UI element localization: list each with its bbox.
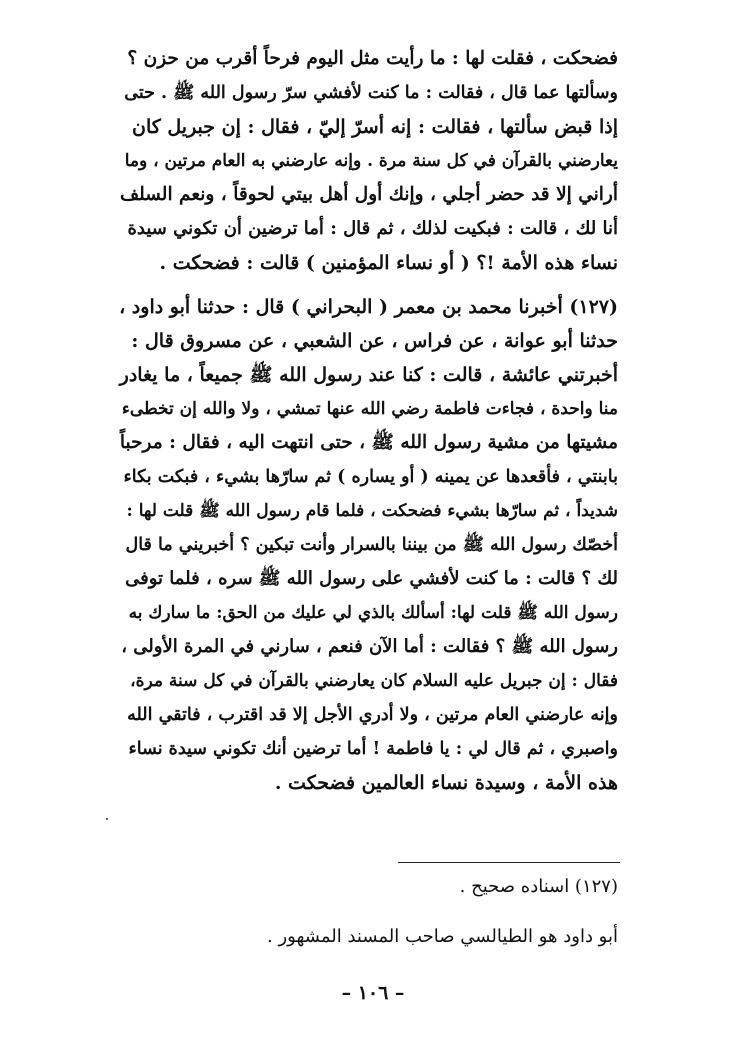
text-line: أراني إلا قد حضر أجلي ، وإنك أول أهل بيتي لحوقاً ، ونعم السلف xyxy=(120,184,618,205)
text-line: شديداً ، ثم سارّها بشيء فضحكت ، فلما قام رسول الله ﷺ قلت لها : xyxy=(126,501,618,521)
text-line: بابنتي ، فأقعدها عن يمينه ( أو يساره ) ثم سارّها بشيء ، فبكت بكاء xyxy=(123,467,618,487)
text-line: وإنه عارضني العام مرتين ، ولا أدري الأجل إلا قد اقترب ، فاتقي الله xyxy=(127,705,618,725)
footnote-abu-dawud: أبو داود هو الطيالسي صاحب المسند المشهور . xyxy=(267,926,618,947)
text-line: حدثنا أبو عوانة ، عن فراس ، عن الشعبي ، عن مسروق قال : xyxy=(131,330,618,352)
text-line: فقال : إن جبريل عليه السلام كان يعارضني بالقرآن في كل سنة مرة، xyxy=(130,671,618,691)
page-number: – ١٠٦ – xyxy=(341,982,405,1004)
text-line: أخصّك رسول الله ﷺ من بيننا بالسرار وأنت تبكين ؟ أخبريني ما قال xyxy=(125,535,618,555)
text-line: منا واحدة ، فجاءت فاطمة رضي الله عنها تمشي ، ولا والله إن تخطىء xyxy=(121,399,618,419)
text-line: رسول الله ﷺ ؟ فقالت : أما الآن فنعم ، سارني في المرة الأولى ، xyxy=(121,636,618,657)
text-line: أنا لك ، قالت : فبكيت لذلك ، ثم قال : أما ترضين أن تكوني سيدة xyxy=(127,218,618,239)
paragraph-continued-hadith xyxy=(118,42,618,280)
text-line: فضحكت ، فقلت لها : ما رأيت مثل اليوم فرحاً أقرب من حزن ؟ xyxy=(127,48,618,69)
text-line: هذه الأمة ، وسيدة نساء العالمين فضحكت . xyxy=(274,772,618,794)
footnote-isnad: (١٢٧) اسناده صحيح . xyxy=(459,876,618,897)
text-line: نساء هذه الأمة !؟ ( أو نساء المؤمنين ) قالت : فضحكت . xyxy=(159,252,618,274)
text-line: مشيتها من مشية رسول الله ﷺ ، حتى انتهت اليه ، فقال : مرحباً xyxy=(119,432,618,453)
text-line: إذا قبض سألتها ، فقالت : إنه أسرّ إليّ ، فقال : إن جبريل كان xyxy=(131,116,618,138)
text-line: رسول الله ﷺ قلت لها: أسألك بالذي لي عليك من الحق: ما سارك به xyxy=(128,603,618,623)
paragraph-hadith-127 xyxy=(118,290,618,800)
scan-speck xyxy=(106,818,108,820)
text-line: وسألتها عما قال ، فقالت : ما كنت لأفشي سرّ رسول الله ﷺ . حتى xyxy=(124,83,618,103)
text-line: لك ؟ قالت : ما كنت لأفشي على رسول الله ﷺ سره ، فلما توفى xyxy=(125,568,618,589)
text-line: (١٢٧) أخبرنا محمد بن معمر ( البحراني ) قال : حدثنا أبو داود ، xyxy=(119,296,618,318)
text-line: يعارضني بالقرآن في كل سنة مرة . وإنه عارضني به العام مرتين ، وما xyxy=(124,151,618,171)
footnote-divider xyxy=(398,862,620,863)
text-line: أخبرتني عائشة ، قالت : كنا عند رسول الله ﷺ جميعاً ، ما يغادر xyxy=(119,364,618,386)
text-line: واصبري ، ثم قال لي : يا فاطمة ! أما ترضين أنك تكوني سيدة نساء xyxy=(128,739,618,759)
